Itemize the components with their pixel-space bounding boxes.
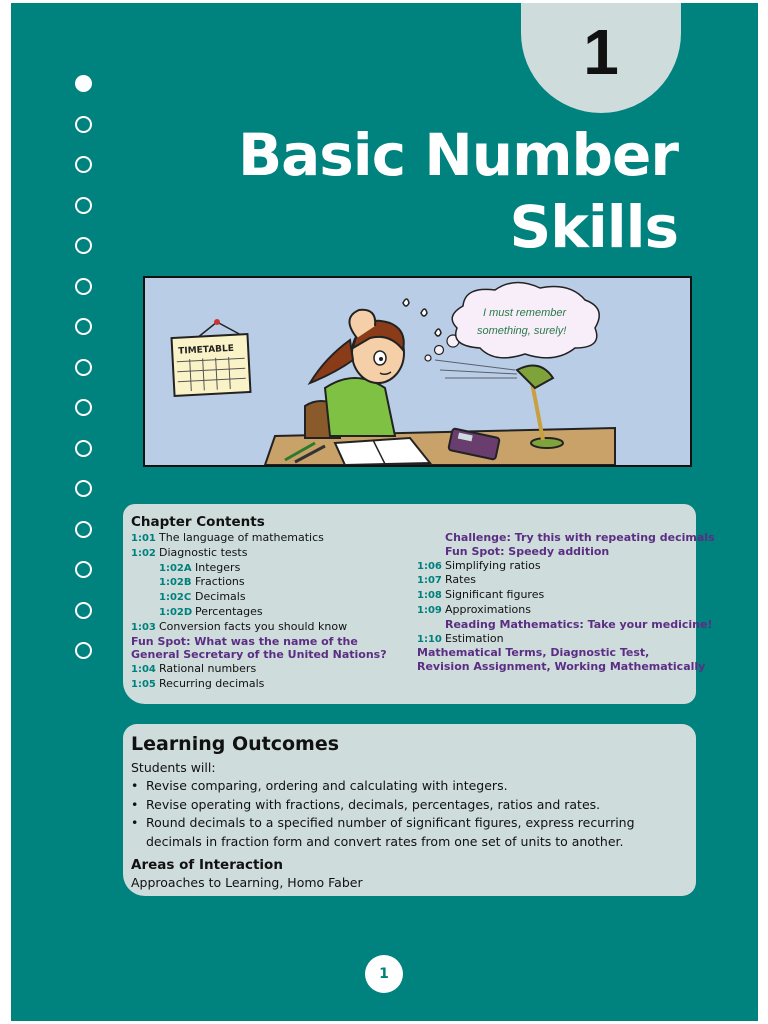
section-title: Conversion facts you should know xyxy=(159,619,348,633)
thought-text: I must remember something, surely! xyxy=(477,307,567,337)
contents-entry xyxy=(445,545,715,559)
outcome-item: • Revise comparing, ordering and calculating with integers. xyxy=(131,777,691,795)
contents-entry xyxy=(159,575,387,590)
section-title: Estimation xyxy=(445,631,504,645)
contents-entry xyxy=(445,618,715,632)
chapter-contents-heading: Chapter Contents xyxy=(131,514,265,530)
section-title: Decimals xyxy=(195,590,246,604)
binder-hole xyxy=(75,440,92,457)
binder-hole xyxy=(75,480,92,497)
contents-entry xyxy=(131,546,387,561)
contents-entry xyxy=(417,573,715,588)
areas-of-interaction-heading: Areas of Interaction xyxy=(131,857,283,874)
chapter-title-line1: Basic Number xyxy=(237,121,678,189)
contents-right-column xyxy=(417,531,715,674)
section-number: 1:07 xyxy=(417,575,442,587)
cartoon-scene xyxy=(145,278,690,465)
section-number: 1:02D xyxy=(159,606,193,618)
contents-entry xyxy=(131,648,387,662)
binder-hole xyxy=(75,521,92,538)
section-title: Fractions xyxy=(195,575,245,589)
binder-hole xyxy=(75,75,92,92)
contents-entry xyxy=(131,620,387,635)
contents-entry xyxy=(131,531,387,546)
section-title: Rational numbers xyxy=(159,662,257,676)
binder-hole xyxy=(75,399,92,416)
section-number: 1:02C xyxy=(159,592,192,604)
thought-bubble xyxy=(425,282,599,361)
timetable-icon xyxy=(172,319,251,396)
contents-entry xyxy=(417,646,715,660)
section-title: Mathematical Terms, Diagnostic Test, xyxy=(417,646,650,660)
contents-entry xyxy=(417,632,715,647)
section-title: Revision Assignment, Working Mathematically xyxy=(417,660,706,674)
contents-entry xyxy=(417,603,715,618)
section-title: Challenge: Try this with repeating decimals xyxy=(445,531,715,544)
section-title: Fun Spot: What was the name of the xyxy=(131,634,358,648)
outcome-item: • Revise operating with fractions, decimals, percentages, ratios and rates. xyxy=(131,796,691,814)
section-number: 1:03 xyxy=(131,621,156,633)
contents-left-column xyxy=(131,531,387,692)
section-number: 1:02A xyxy=(159,562,192,574)
section-title: The language of mathematics xyxy=(159,531,324,544)
section-number: 1:02 xyxy=(131,547,156,559)
section-title: Significant figures xyxy=(445,588,545,602)
cartoon-illustration xyxy=(143,276,692,467)
page-number: 1 xyxy=(365,955,403,993)
section-title: Integers xyxy=(195,560,241,574)
binder-hole xyxy=(75,561,92,578)
section-title: Reading Mathematics: Take your medicine! xyxy=(445,617,713,631)
areas-of-interaction-text: Approaches to Learning, Homo Faber xyxy=(131,875,363,891)
section-title: General Secretary of the United Nations? xyxy=(131,648,387,662)
section-number: 1:10 xyxy=(417,633,442,645)
binder-hole xyxy=(75,642,92,659)
contents-entry xyxy=(159,605,387,620)
section-title: Approximations xyxy=(445,602,531,616)
section-title: Rates xyxy=(445,573,476,587)
binder-hole xyxy=(75,197,92,214)
contents-entry xyxy=(417,588,715,603)
binder-hole xyxy=(75,359,92,376)
binder-hole xyxy=(75,278,92,295)
section-number: 1:08 xyxy=(417,590,442,602)
contents-entry xyxy=(417,660,715,674)
section-number: 1:05 xyxy=(131,678,156,690)
contents-entry xyxy=(159,590,387,605)
contents-entry xyxy=(417,559,715,574)
contents-entry xyxy=(131,662,387,677)
section-title: Recurring decimals xyxy=(159,676,265,690)
section-number: 1:04 xyxy=(131,664,156,676)
section-title: Simplifying ratios xyxy=(445,558,541,572)
timetable-label: TIMETABLE xyxy=(177,343,235,357)
chapter-title-line2: Skills xyxy=(509,193,678,261)
learning-outcomes-heading: Learning Outcomes xyxy=(131,733,340,755)
binder-hole xyxy=(75,602,92,619)
girl-ponytail xyxy=(310,340,353,383)
contents-entry xyxy=(159,561,387,576)
section-number: 1:09 xyxy=(417,604,442,616)
contents-entry xyxy=(131,677,387,692)
section-number: 1:02B xyxy=(159,577,192,589)
outcomes-list xyxy=(131,777,691,851)
page xyxy=(11,3,758,1021)
section-title: Percentages xyxy=(195,604,263,618)
binder-hole xyxy=(75,318,92,335)
outcomes-intro: Students will: xyxy=(131,760,216,775)
section-number: 1:01 xyxy=(131,533,156,544)
chapter-contents-panel xyxy=(123,504,715,704)
section-title: Fun Spot: Speedy addition xyxy=(445,544,610,558)
binder-holes xyxy=(75,75,93,683)
contents-entry xyxy=(131,635,387,649)
binder-hole xyxy=(75,156,92,173)
outcome-item: • Round decimals to a specified number of significant figures, express recurring decimals in fraction form and convert rates from one set of units to another. xyxy=(131,814,691,851)
chapter-title xyxy=(238,119,678,263)
section-title: Diagnostic tests xyxy=(159,545,248,559)
binder-hole xyxy=(75,116,92,133)
learning-outcomes-body xyxy=(131,759,691,893)
learning-outcomes-panel xyxy=(123,724,696,896)
section-number: 1:06 xyxy=(417,560,442,572)
girl-shirt xyxy=(325,378,395,436)
contents-entry xyxy=(445,531,715,545)
chapter-number: 1 xyxy=(583,16,619,88)
binder-hole xyxy=(75,237,92,254)
